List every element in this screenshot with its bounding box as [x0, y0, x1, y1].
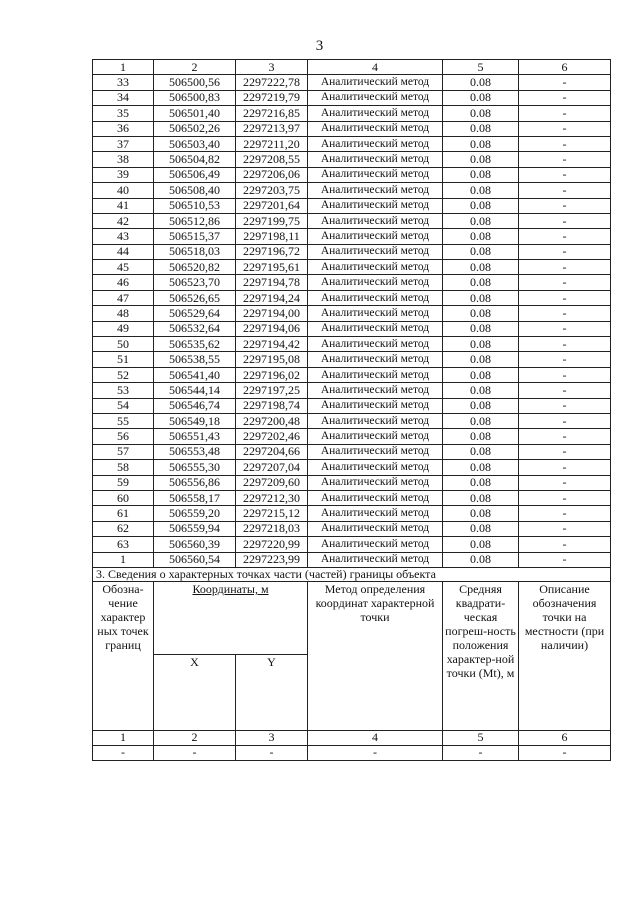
description-cell: - — [519, 337, 611, 352]
y-coordinate-cell: 2297218,03 — [236, 521, 308, 536]
x-coordinate-cell: 506535,62 — [154, 337, 236, 352]
method-cell: Аналитический метод — [308, 198, 443, 213]
x-coordinate-cell: 506500,83 — [154, 90, 236, 105]
table-row — [93, 198, 611, 213]
error-cell: 0.08 — [443, 290, 519, 305]
table-row — [93, 167, 611, 182]
y-coordinate-cell: 2297195,08 — [236, 352, 308, 367]
y-coordinate-cell: 2297212,30 — [236, 490, 308, 505]
point-number-cell: 53 — [93, 383, 154, 398]
error-cell: 0.08 — [443, 260, 519, 275]
point-number-cell: 33 — [93, 75, 154, 90]
x-coordinate-cell: 506553,48 — [154, 444, 236, 459]
description-cell: - — [519, 490, 611, 505]
error-cell: 0.08 — [443, 367, 519, 382]
column-number: 5 — [443, 730, 519, 745]
table-row — [93, 537, 611, 552]
table-row — [93, 475, 611, 490]
section-data-row — [93, 745, 611, 760]
table-row — [93, 337, 611, 352]
y-coordinate-cell: 2297204,66 — [236, 444, 308, 459]
method-cell: Аналитический метод — [308, 337, 443, 352]
y-coordinate-cell: 2297211,20 — [236, 136, 308, 151]
y-coordinate-cell: 2297222,78 — [236, 75, 308, 90]
error-cell: 0.08 — [443, 521, 519, 536]
description-cell: - — [519, 290, 611, 305]
point-number-cell: 41 — [93, 198, 154, 213]
point-number-cell: 49 — [93, 321, 154, 336]
y-coordinate-cell: 2297219,79 — [236, 90, 308, 105]
table-row — [93, 152, 611, 167]
error-cell: 0.08 — [443, 183, 519, 198]
description-cell: - — [519, 136, 611, 151]
x-coordinate-cell: 506538,55 — [154, 352, 236, 367]
x-coordinate-cell: 506508,40 — [154, 183, 236, 198]
point-number-cell: 58 — [93, 460, 154, 475]
x-coordinate-cell: 506560,54 — [154, 552, 236, 567]
point-number-cell: 37 — [93, 136, 154, 151]
table-row — [93, 136, 611, 151]
y-coordinate-cell: 2297223,99 — [236, 552, 308, 567]
description-cell: - — [519, 229, 611, 244]
description-cell: - — [519, 537, 611, 552]
description-cell: - — [519, 121, 611, 136]
x-coordinate-cell: 506512,86 — [154, 213, 236, 228]
x-coordinate-cell: 506500,56 — [154, 75, 236, 90]
point-number-cell: 35 — [93, 106, 154, 121]
description-cell: - — [519, 552, 611, 567]
y-coordinate-cell: 2297213,97 — [236, 121, 308, 136]
description-cell: - — [519, 321, 611, 336]
point-number-cell: 47 — [93, 290, 154, 305]
point-number-cell: 44 — [93, 244, 154, 259]
point-number-cell: 57 — [93, 444, 154, 459]
method-cell: Аналитический метод — [308, 413, 443, 428]
description-cell: - — [519, 213, 611, 228]
point-number-cell: 34 — [93, 90, 154, 105]
description-cell: - — [519, 460, 611, 475]
description-cell: - — [519, 429, 611, 444]
method-cell: Аналитический метод — [308, 460, 443, 475]
method-cell: Аналитический метод — [308, 136, 443, 151]
coordinates-label: Координаты, м — [192, 581, 269, 596]
y-coordinate-cell: 2297206,06 — [236, 167, 308, 182]
error-cell: 0.08 — [443, 552, 519, 567]
table-row — [93, 213, 611, 228]
point-number-cell: 59 — [93, 475, 154, 490]
error-cell: 0.08 — [443, 213, 519, 228]
point-number-cell: 62 — [93, 521, 154, 536]
table-row — [93, 398, 611, 413]
table-row — [93, 290, 611, 305]
y-coordinate-cell: 2297220,99 — [236, 537, 308, 552]
method-cell: Аналитический метод — [308, 306, 443, 321]
error-cell: 0.08 — [443, 306, 519, 321]
error-cell: 0.08 — [443, 152, 519, 167]
error-cell: 0.08 — [443, 136, 519, 151]
x-coordinate-cell: 506555,30 — [154, 460, 236, 475]
x-coordinate-cell: 506559,94 — [154, 521, 236, 536]
error-cell: 0.08 — [443, 244, 519, 259]
point-number-cell: 42 — [93, 213, 154, 228]
x-coordinate-cell: 506551,43 — [154, 429, 236, 444]
y-coordinate-cell: 2297198,74 — [236, 398, 308, 413]
method-cell: Аналитический метод — [308, 506, 443, 521]
column-number: 4 — [308, 730, 443, 745]
x-coordinate-cell: 506502,26 — [154, 121, 236, 136]
error-cell: 0.08 — [443, 490, 519, 505]
table-row — [93, 429, 611, 444]
x-coordinate-cell: 506541,40 — [154, 367, 236, 382]
x-coordinate-cell: 506523,70 — [154, 275, 236, 290]
method-cell: Аналитический метод — [308, 537, 443, 552]
error-cell: 0.08 — [443, 337, 519, 352]
table-row — [93, 183, 611, 198]
header-coordinates — [154, 581, 308, 655]
description-cell: - — [519, 244, 611, 259]
table-row — [93, 460, 611, 475]
column-number: 1 — [93, 730, 154, 745]
method-cell: Аналитический метод — [308, 429, 443, 444]
table-header-row — [93, 60, 611, 75]
method-cell: Аналитический метод — [308, 260, 443, 275]
y-coordinate-cell: 2297194,24 — [236, 290, 308, 305]
table-row — [93, 521, 611, 536]
header-cell: 5 — [443, 60, 519, 75]
description-cell: - — [519, 383, 611, 398]
method-cell: Аналитический метод — [308, 152, 443, 167]
error-cell: 0.08 — [443, 229, 519, 244]
section-header-row — [93, 581, 611, 655]
point-number-cell: 40 — [93, 183, 154, 198]
y-coordinate-cell: 2297195,61 — [236, 260, 308, 275]
column-number: 6 — [519, 730, 611, 745]
table-row — [93, 75, 611, 90]
table-row — [93, 90, 611, 105]
y-coordinate-cell: 2297197,25 — [236, 383, 308, 398]
error-cell: 0.08 — [443, 537, 519, 552]
method-cell: Аналитический метод — [308, 229, 443, 244]
description-cell: - — [519, 413, 611, 428]
method-cell: Аналитический метод — [308, 275, 443, 290]
table-row — [93, 444, 611, 459]
error-cell: 0.08 — [443, 475, 519, 490]
y-coordinate-cell: 2297194,06 — [236, 321, 308, 336]
point-number-cell: 55 — [93, 413, 154, 428]
table-row — [93, 321, 611, 336]
column-numbers-row — [93, 730, 611, 745]
x-coordinate-cell: 506503,40 — [154, 136, 236, 151]
description-cell: - — [519, 475, 611, 490]
error-cell: 0.08 — [443, 444, 519, 459]
method-cell: Аналитический метод — [308, 90, 443, 105]
method-cell: Аналитический метод — [308, 552, 443, 567]
point-number-cell: 1 — [93, 552, 154, 567]
x-coordinate-cell: 506559,20 — [154, 506, 236, 521]
method-cell: Аналитический метод — [308, 321, 443, 336]
error-cell: 0.08 — [443, 352, 519, 367]
table-row — [93, 260, 611, 275]
x-coordinate-cell: 506518,03 — [154, 244, 236, 259]
y-coordinate-cell: 2297196,72 — [236, 244, 308, 259]
point-number-cell: 36 — [93, 121, 154, 136]
method-cell: Аналитический метод — [308, 244, 443, 259]
method-cell: Аналитический метод — [308, 383, 443, 398]
x-coordinate-cell: 506515,37 — [154, 229, 236, 244]
x-coordinate-cell: 506504,82 — [154, 152, 236, 167]
table-row — [93, 275, 611, 290]
point-number-cell: 46 — [93, 275, 154, 290]
table-row — [93, 121, 611, 136]
description-cell: - — [519, 306, 611, 321]
error-cell: 0.08 — [443, 106, 519, 121]
error-cell: 0.08 — [443, 275, 519, 290]
description-cell: - — [519, 106, 611, 121]
point-number-cell: 56 — [93, 429, 154, 444]
section-cell: - — [443, 745, 519, 760]
error-cell: 0.08 — [443, 121, 519, 136]
y-coordinate-cell: 2297215,12 — [236, 506, 308, 521]
error-cell: 0.08 — [443, 383, 519, 398]
point-number-cell: 39 — [93, 167, 154, 182]
point-number-cell: 54 — [93, 398, 154, 413]
error-cell: 0.08 — [443, 460, 519, 475]
table-row — [93, 413, 611, 428]
point-number-cell: 52 — [93, 367, 154, 382]
x-coordinate-cell: 506560,39 — [154, 537, 236, 552]
y-coordinate-cell: 2297202,46 — [236, 429, 308, 444]
boundary-points-table — [92, 59, 611, 761]
method-cell: Аналитический метод — [308, 121, 443, 136]
y-coordinate-cell: 2297207,04 — [236, 460, 308, 475]
description-cell: - — [519, 90, 611, 105]
section-title-row — [93, 567, 611, 581]
error-cell: 0.08 — [443, 198, 519, 213]
point-number-cell: 51 — [93, 352, 154, 367]
description-cell: - — [519, 260, 611, 275]
error-cell: 0.08 — [443, 167, 519, 182]
section-cell: - — [308, 745, 443, 760]
error-cell: 0.08 — [443, 321, 519, 336]
description-cell: - — [519, 75, 611, 90]
y-coordinate-cell: 2297196,02 — [236, 367, 308, 382]
x-coordinate-cell: 506501,40 — [154, 106, 236, 121]
method-cell: Аналитический метод — [308, 521, 443, 536]
x-coordinate-cell: 506510,53 — [154, 198, 236, 213]
header-y: Y — [236, 655, 308, 730]
y-coordinate-cell: 2297208,55 — [236, 152, 308, 167]
error-cell: 0.08 — [443, 413, 519, 428]
point-number-cell: 63 — [93, 537, 154, 552]
point-number-cell: 38 — [93, 152, 154, 167]
header-cell: 4 — [308, 60, 443, 75]
header-designation: Обозна-чение характер ных точек границ — [93, 581, 154, 730]
x-coordinate-cell: 506506,49 — [154, 167, 236, 182]
table-row — [93, 352, 611, 367]
method-cell: Аналитический метод — [308, 367, 443, 382]
point-number-cell: 60 — [93, 490, 154, 505]
method-cell: Аналитический метод — [308, 444, 443, 459]
table-row — [93, 106, 611, 121]
point-number-cell: 45 — [93, 260, 154, 275]
y-coordinate-cell: 2297216,85 — [236, 106, 308, 121]
section-cell: - — [154, 745, 236, 760]
description-cell: - — [519, 444, 611, 459]
column-number: 3 — [236, 730, 308, 745]
header-cell: 1 — [93, 60, 154, 75]
section-title: 3. Сведения о характерных точках части (частей) границы объекта — [93, 567, 611, 581]
table-row — [93, 490, 611, 505]
x-coordinate-cell: 506529,64 — [154, 306, 236, 321]
method-cell: Аналитический метод — [308, 490, 443, 505]
point-number-cell: 43 — [93, 229, 154, 244]
point-number-cell: 48 — [93, 306, 154, 321]
method-cell: Аналитический метод — [308, 475, 443, 490]
description-cell: - — [519, 367, 611, 382]
x-coordinate-cell: 506546,74 — [154, 398, 236, 413]
error-cell: 0.08 — [443, 429, 519, 444]
table-row — [93, 244, 611, 259]
x-coordinate-cell: 506526,65 — [154, 290, 236, 305]
error-cell: 0.08 — [443, 398, 519, 413]
point-number-cell: 50 — [93, 337, 154, 352]
method-cell: Аналитический метод — [308, 398, 443, 413]
table-row — [93, 383, 611, 398]
header-x: X — [154, 655, 236, 730]
x-coordinate-cell: 506549,18 — [154, 413, 236, 428]
description-cell: - — [519, 198, 611, 213]
table-row — [93, 306, 611, 321]
section-cell: - — [236, 745, 308, 760]
method-cell: Аналитический метод — [308, 352, 443, 367]
y-coordinate-cell: 2297199,75 — [236, 213, 308, 228]
method-cell: Аналитический метод — [308, 75, 443, 90]
y-coordinate-cell: 2297194,42 — [236, 337, 308, 352]
y-coordinate-cell: 2297209,60 — [236, 475, 308, 490]
description-cell: - — [519, 167, 611, 182]
description-cell: - — [519, 521, 611, 536]
description-cell: - — [519, 183, 611, 198]
description-cell: - — [519, 352, 611, 367]
x-coordinate-cell: 506558,17 — [154, 490, 236, 505]
y-coordinate-cell: 2297203,75 — [236, 183, 308, 198]
header-cell: 2 — [154, 60, 236, 75]
x-coordinate-cell: 506544,14 — [154, 383, 236, 398]
method-cell: Аналитический метод — [308, 106, 443, 121]
section-cell: - — [93, 745, 154, 760]
error-cell: 0.08 — [443, 90, 519, 105]
description-cell: - — [519, 398, 611, 413]
table-row — [93, 229, 611, 244]
header-method: Метод определения координат характерной точки — [308, 581, 443, 730]
header-error: Средняя квадрати-ческая погреш-ность положения характер-ной точки (Mt), м — [443, 581, 519, 730]
error-cell: 0.08 — [443, 75, 519, 90]
y-coordinate-cell: 2297198,11 — [236, 229, 308, 244]
header-description: Описание обозначения точки на местности (при наличии) — [519, 581, 611, 730]
method-cell: Аналитический метод — [308, 183, 443, 198]
x-coordinate-cell: 506556,86 — [154, 475, 236, 490]
method-cell: Аналитический метод — [308, 290, 443, 305]
x-coordinate-cell: 506520,82 — [154, 260, 236, 275]
header-cell: 6 — [519, 60, 611, 75]
section-cell: - — [519, 745, 611, 760]
description-cell: - — [519, 275, 611, 290]
table-row — [93, 552, 611, 567]
page-number: 3 — [315, 38, 324, 54]
table-row — [93, 367, 611, 382]
description-cell: - — [519, 152, 611, 167]
description-cell: - — [519, 506, 611, 521]
method-cell: Аналитический метод — [308, 213, 443, 228]
header-cell: 3 — [236, 60, 308, 75]
point-number-cell: 61 — [93, 506, 154, 521]
x-coordinate-cell: 506532,64 — [154, 321, 236, 336]
error-cell: 0.08 — [443, 506, 519, 521]
column-number: 2 — [154, 730, 236, 745]
y-coordinate-cell: 2297194,78 — [236, 275, 308, 290]
method-cell: Аналитический метод — [308, 167, 443, 182]
y-coordinate-cell: 2297200,48 — [236, 413, 308, 428]
y-coordinate-cell: 2297201,64 — [236, 198, 308, 213]
table-row — [93, 506, 611, 521]
y-coordinate-cell: 2297194,00 — [236, 306, 308, 321]
